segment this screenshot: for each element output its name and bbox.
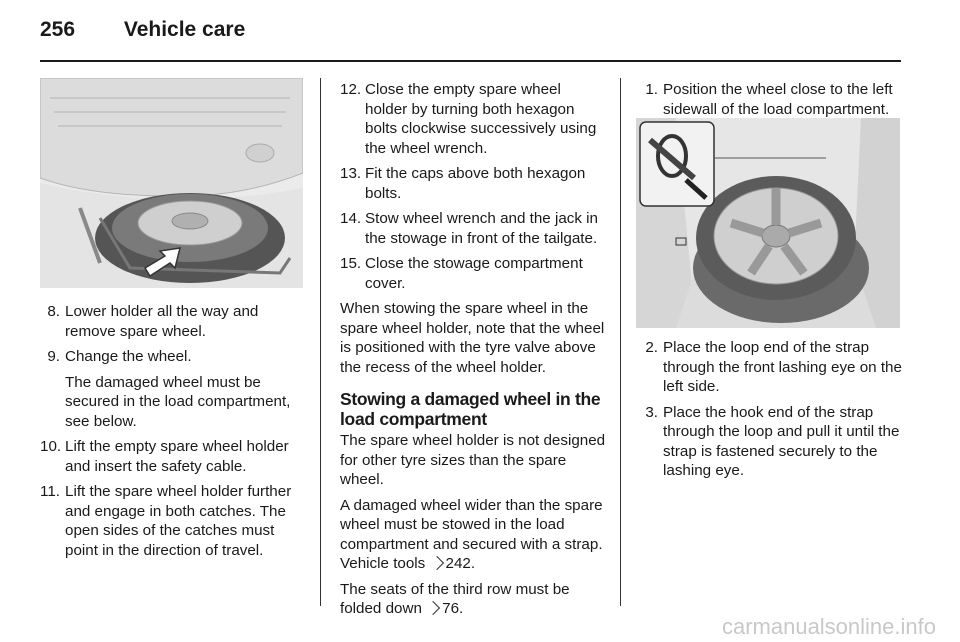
page-number: 256 xyxy=(40,18,76,41)
list-item: 10. Lift the empty spare wheel holder and insert the safety cable. xyxy=(40,438,289,475)
section-heading: Stowing a damaged wheel in the load compartment xyxy=(340,389,601,429)
page-ref-arrow-icon xyxy=(429,556,443,570)
page-header xyxy=(40,18,245,42)
list-item: 13. Fit the caps above both hexagon bolts. xyxy=(340,165,586,202)
paragraph: A damaged wheel wider than the spare wheel must be stowed in the load compartment and secured with a strap. Vehicle tools 242. xyxy=(340,496,603,572)
column-divider-2 xyxy=(620,78,621,606)
column-1 xyxy=(40,302,308,566)
spare-wheel-holder-figure xyxy=(40,78,303,288)
page-ref[interactable]: 76. xyxy=(442,600,464,617)
watermark: carmanualsonline.info xyxy=(721,614,936,639)
list-item: 3. Place the hook end of the strap through the loop and pull it until the strap is fastened securely to the lashing eye. xyxy=(645,403,900,479)
list-item: 8. Lower holder all the way and remove spare wheel. xyxy=(47,303,259,340)
list-item: 1. Position the wheel close to the left sidewall of the load compartment. xyxy=(645,81,893,118)
column-3-lower xyxy=(638,338,902,487)
list-item: 2. Place the loop end of the strap through the front lashing eye on the left side. xyxy=(645,339,902,395)
list-item: 11. Lift the spare wheel holder further and engage in both catches. The open sides of the catches must point in the direction of travel. xyxy=(40,483,292,559)
column-divider-1 xyxy=(320,78,321,606)
page-title: Vehicle care xyxy=(123,18,246,41)
step-note: The damaged wheel must be secured in the load compartment, see below. xyxy=(65,373,291,430)
paragraph: The spare wheel holder is not designed for other tyre sizes than the spare wheel. xyxy=(340,432,606,488)
paragraph: The seats of the third row must be folded down 76. xyxy=(340,580,570,617)
list-item: 14. Stow wheel wrench and the jack in the stowage in front of the tailgate. xyxy=(340,210,599,247)
header-rule xyxy=(40,60,901,62)
paragraph: When stowing the spare wheel in the spare wheel holder, note that the wheel is positioned with the tyre valve above the recess of the wheel holder. xyxy=(340,300,605,376)
wheel-strap-figure xyxy=(636,118,900,328)
page-ref-arrow-icon xyxy=(426,601,440,615)
list-item: 15. Close the stowage compartment cover. xyxy=(340,255,583,292)
column-2 xyxy=(340,80,606,625)
list-item: 9. Change the wheel. xyxy=(47,348,192,365)
list-item: 12. Close the empty spare wheel holder by turning both hexagon bolts clockwise successively using the wheel wrench. xyxy=(340,81,597,157)
page-ref[interactable]: 242. xyxy=(445,555,476,572)
